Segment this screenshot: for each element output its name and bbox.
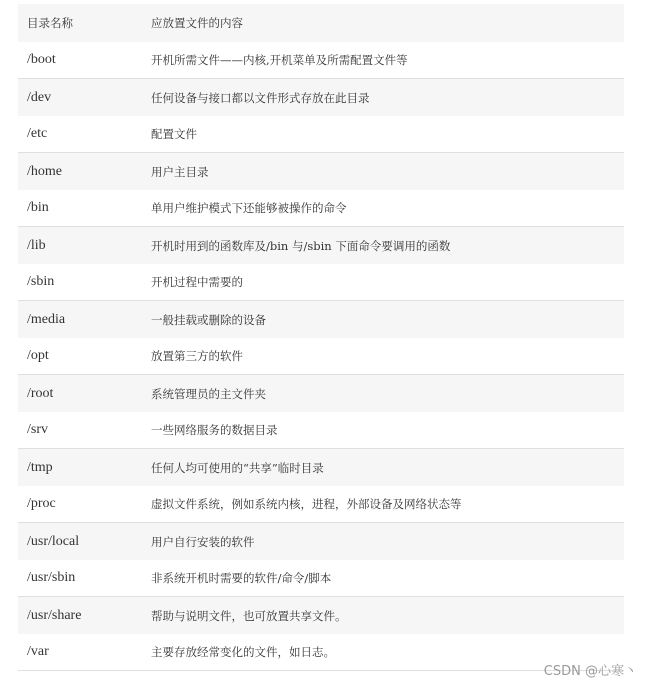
- csdn-watermark: CSDN @心寒丶: [543, 664, 637, 679]
- dir-name-cell: /home: [27, 163, 62, 179]
- table-row: [18, 301, 624, 338]
- dir-desc-cell: 开机过程中需要的: [151, 275, 243, 289]
- table-row: [18, 449, 624, 486]
- table-row: [18, 116, 624, 153]
- dir-name-cell: /etc: [27, 126, 48, 141]
- dir-desc-cell: 放置第三方的软件: [151, 349, 243, 363]
- dir-name-cell: /media: [27, 311, 66, 327]
- dir-name-cell: /usr/share: [27, 607, 82, 623]
- dir-desc-cell: 开机所需文件——内核,开机菜单及所需配置文件等: [151, 53, 408, 67]
- dir-desc-cell: 一些网络服务的数据目录: [151, 423, 278, 437]
- dir-name-cell: /usr/local: [27, 533, 80, 549]
- dir-name-cell: /lib: [27, 237, 46, 253]
- dir-name-cell: /tmp: [27, 459, 53, 475]
- dir-name-cell: /usr/sbin: [27, 570, 76, 585]
- table-row: [18, 560, 624, 597]
- dir-name-cell: /root: [27, 385, 54, 401]
- dir-name-cell: /proc: [27, 496, 56, 511]
- dir-name-cell: /var: [27, 644, 49, 659]
- table-row: [18, 412, 624, 449]
- table-row: [18, 79, 624, 116]
- table-row: [18, 264, 624, 301]
- dir-desc-cell: 单用户维护模式下还能够被操作的命令: [151, 201, 347, 215]
- header-dir-content: 应放置文件的内容: [151, 16, 243, 30]
- dir-desc-cell: 开机时用到的函数库及/bin 与/sbin 下面命令要调用的函数: [151, 238, 451, 253]
- dir-desc-cell: 一般挂载或删除的设备: [151, 312, 266, 327]
- dir-name-cell: /bin: [27, 200, 49, 215]
- table-row: [18, 153, 624, 190]
- table-row: [18, 338, 624, 375]
- table-row: [18, 486, 624, 523]
- table-row: [18, 634, 624, 671]
- dir-desc-cell: 配置文件: [151, 127, 197, 141]
- dir-desc-cell: 主要存放经常变化的文件，如日志。: [151, 645, 335, 659]
- dir-desc-cell: 用户自行安装的软件: [151, 534, 255, 549]
- dir-name-cell: /boot: [27, 52, 56, 67]
- table-row: [18, 523, 624, 560]
- dir-desc-cell: 帮助与说明文件，也可放置共享文件。: [151, 608, 347, 623]
- directory-table: [18, 4, 624, 671]
- header-dir-name: 目录名称: [27, 16, 73, 30]
- table-row: [18, 375, 624, 412]
- table-header-row: [18, 4, 624, 42]
- dir-desc-cell: 任何设备与接口都以文件形式存放在此目录: [151, 90, 370, 105]
- dir-name-cell: /sbin: [27, 274, 55, 289]
- dir-desc-cell: 非系统开机时需要的软件/命令/脚本: [151, 571, 332, 585]
- dir-desc-cell: 任何人均可使用的“共享”临时目录: [151, 460, 324, 475]
- table-row: [18, 190, 624, 227]
- table-row: [18, 227, 624, 264]
- table-row: [18, 42, 624, 79]
- table-row: [18, 597, 624, 634]
- dir-name-cell: /opt: [27, 348, 49, 363]
- dir-desc-cell: 用户主目录: [151, 164, 209, 179]
- dir-name-cell: /srv: [27, 422, 48, 437]
- dir-desc-cell: 虚拟文件系统，例如系统内核，进程，外部设备及网络状态等: [151, 497, 462, 511]
- dir-name-cell: /dev: [27, 89, 52, 105]
- dir-desc-cell: 系统管理员的主文件夹: [151, 386, 266, 401]
